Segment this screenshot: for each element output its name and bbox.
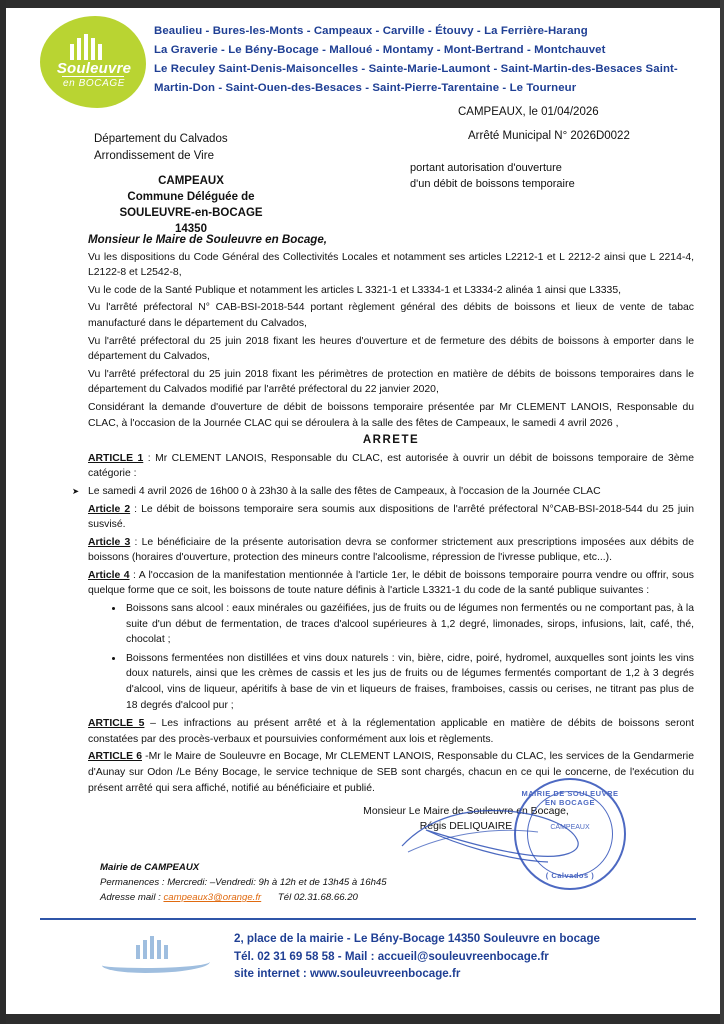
commune-block <box>76 173 306 237</box>
article-1-label: ARTICLE 1 <box>88 452 144 464</box>
arrete-number: Arrêté Municipal N° 2026D0022 <box>468 130 630 142</box>
vu-item: Vu l'arrêté préfectoral du 25 juin 2018 fixant les périmètres de protection en matière de débits de boissons temporaires dans le département du Calvados modifié par l'arrêté préfectoral du 22 janvier 2020, <box>88 368 694 396</box>
communes-line-4: Martin-Don - Saint-Ouen-des-Besaces - Saint-Pierre-Tarentaine - Le Tourneur <box>154 82 577 94</box>
commune-sub-2: SOULEUVRE-en-BOCAGE <box>119 207 263 219</box>
communes-list <box>154 22 706 98</box>
mairie-note-mail-label: Adresse mail : <box>100 892 164 903</box>
document-body <box>88 232 694 834</box>
department-block <box>94 131 228 165</box>
logo-bars-icon <box>70 34 102 60</box>
footer-logo <box>102 930 212 972</box>
department-name: Département du Calvados <box>94 133 228 145</box>
article-1-text: : Mr CLEMENT LANOIS, Responsable du CLAC, est autorisée à ouvrir un débit de boissons temporaire de 3ème catégorie : <box>88 452 694 480</box>
stamp-middle-text: CAMPEAUX <box>550 824 590 831</box>
official-stamp <box>514 778 626 890</box>
article-2-text: : Le débit de boissons temporaire sera soumis aux dispositions de l'arrêté préfectoral N°CAB-BSI-2018-544 du 25 juin susvisé. <box>88 503 694 531</box>
article-5-label: ARTICLE 5 <box>88 718 145 730</box>
stamp-bottom-text: ( Calvados ) <box>545 871 595 880</box>
article-4-text: : A l'occasion de la manifestation mentionnée à l'article 1er, le débit de boissons temporaire pourra vendre ou offrir, sous quelque forme que ce soit, les boissons de toute nature définis à l'article L3321-1 du code de la santé publique suivantes : <box>88 569 694 597</box>
article-3-text: : Le bénéficiaire de la présente autorisation devra se conformer strictement aux prescriptions imposées aux débits de boissons (horaires d'ouverture, protection des mineurs contre l'alcoolisme, répression de l'ivresse publique, etc...). <box>88 536 694 564</box>
article-1 <box>88 451 694 482</box>
article-4-bullets <box>88 601 694 713</box>
article-3 <box>88 535 694 566</box>
article-1-bullet: ➤ Le samedi 4 avril 2026 de 16h00 0 à 23h30 à la salle des fêtes de Campeaux, à l'occasion de la Journée CLAC <box>88 484 694 500</box>
communes-line-3: Le Reculey Saint-Denis-Maisoncelles - Sainte-Marie-Laumont - Saint-Martin-des-Besaces Saint- <box>154 63 678 75</box>
mairie-note-phone: Tél 02.31.68.66.20 <box>277 892 358 903</box>
signature-line-1: Monsieur Le Maire de Souleuvre en Bocage, <box>363 806 569 818</box>
vu-item: Considérant la demande d'ouverture de débit de boissons temporaire présentée par Mr CLEMENT LANOIS, Responsable du CLAC, à l'occasion de la Journée CLAC qui se déroulera à la salle des fêtes de Campeaux, le samedi 4 avril 2026 , <box>88 401 694 429</box>
article-6-label: ARTICLE 6 <box>88 751 142 763</box>
logo-title: Souleuvre <box>56 60 132 77</box>
commune-postal-code: 14350 <box>175 223 207 235</box>
vu-item: Vu l'arrêté préfectoral du 25 juin 2018 fixant les heures d'ouverture et de fermeture des débits de boissons à emporter dans le département du Calvados, <box>88 335 694 363</box>
souleuvre-logo <box>40 16 148 112</box>
article-5 <box>88 716 694 747</box>
stamp-top-text: MAIRIE DE SOULEUVRE EN BOCAGE <box>521 789 619 807</box>
scan-edge-bottom <box>6 1014 720 1024</box>
article-4-label: Article 4 <box>88 569 130 581</box>
article-3-label: Article 3 <box>88 536 131 548</box>
mairie-note-title: Mairie de CAMPEAUX <box>100 862 200 873</box>
footer-website: site internet : www.souleuvreenbocage.fr <box>234 967 461 980</box>
commune-sub-1: Commune Déléguée de <box>127 191 255 203</box>
signature-line-2: Régis DELIQUAIRE <box>419 821 513 833</box>
footer-address-block <box>234 930 684 983</box>
article-6-text: -Mr le Maire de Souleuvre en Bocage, Mr CLEMENT LANOIS, Responsable du CLAC, les services de la Gendarmerie d'Aunay sur Odon /Le Bény Bocage, le service technique de SEB sont chargés, chacun en ce qui le concerne, de l'exécution du présent arrêté qui sera affiché, notifié au bénéficiaire et publié. <box>88 751 694 794</box>
arrete-heading: ARRETE <box>362 434 420 447</box>
communes-line-2: La Graverie - Le Bény-Bocage - Malloué - Montamy - Mont-Bertrand - Montchauvet <box>154 44 606 56</box>
article-4-bullet-item: • Boissons fermentées non distillées et vins doux naturels : vin, bière, cidre, poiré, hydromel, auxquelles sont joints les vins doux naturels, ainsi que les crèmes de cassis et les jus de fruits ou de légumes fermentés comportant de 1,2 à 3 degrés d'alcool, vins de liqueur, apéritifs à base de vin et liqueurs de fraises, framboises, cassis ou cerises, ne titrant pas plus de 18 degrés d'alcool pur ; <box>124 651 694 713</box>
place-date: CAMPEAUX, le 01/04/2026 <box>458 106 599 118</box>
mairie-note-mail-link[interactable]: campeaux3@orange.fr <box>163 892 262 903</box>
mairie-contact-note <box>100 860 440 905</box>
footer-divider <box>40 918 696 920</box>
object-block <box>410 160 575 192</box>
mairie-note-hours: Permanences : Mercredi: –Vendredi: 9h à 12h et de 13h45 à 16h45 <box>100 877 387 888</box>
mayor-title: Monsieur le Maire de Souleuvre en Bocage, <box>88 233 328 246</box>
object-line-1: portant autorisation d'ouverture <box>410 162 562 174</box>
footer-phone-mail: Tél. 02 31 69 58 58 - Mail : accueil@souleuvreenbocage.fr <box>234 949 549 963</box>
vu-item: Vu le code de la Santé Publique et notamment les articles L 3321-1 et L3334-1 et L3334-2 alinéa 1 ainsi que L3335, <box>88 284 621 296</box>
article-2-label: Article 2 <box>88 503 131 515</box>
communes-line-1: Beaulieu - Bures-les-Monts - Campeaux - Carville - Étouvy - La Ferrière-Harang <box>154 25 588 37</box>
vu-item: Vu les dispositions du Code Général des Collectivités Locales et notamment ses articles L2212-1 et L 2212-2 ainsi que L 2214-4, L2122-8 et L2542-8, <box>88 251 694 279</box>
article-2 <box>88 502 694 533</box>
footer-logo-swoosh <box>102 954 210 973</box>
vu-item: Vu l'arrêté préfectoral N° CAB-BSI-2018-544 portant règlement général des débits de boissons et lieux de vente de tabac manufacturé dans le département du Calvados, <box>88 302 694 329</box>
footer-address: 2, place de la mairie - Le Bény-Bocage 14350 Souleuvre en bocage <box>234 932 601 945</box>
commune-name: CAMPEAUX <box>158 175 224 187</box>
mairie-note-mail-row <box>100 890 440 905</box>
scan-edge-top <box>6 0 720 8</box>
logo-subtitle: en BOCAGE <box>62 78 126 89</box>
article-4 <box>88 568 694 599</box>
object-line-2: d'un débit de boissons temporaire <box>410 178 575 190</box>
arrondissement-name: Arrondissement de Vire <box>94 150 214 162</box>
article-4-bullet-item: • Boissons sans alcool : eaux minérales ou gazéifiées, jus de fruits ou de légumes non fermentés ou ne comportant pas, à la suite d'un début de fermentation, de traces d'alcool supérieures à 1,2 degré, limonades, sirops, infusions, lait, café, thé, chocolat ; <box>124 601 694 648</box>
document-header <box>6 8 720 120</box>
article-5-text: – Les infractions au présent arrêté et à la réglementation applicable en matière de débits de boissons seront constatées par des procès-verbaux et poursuivies conformément aux lois et règlements. <box>88 718 694 745</box>
